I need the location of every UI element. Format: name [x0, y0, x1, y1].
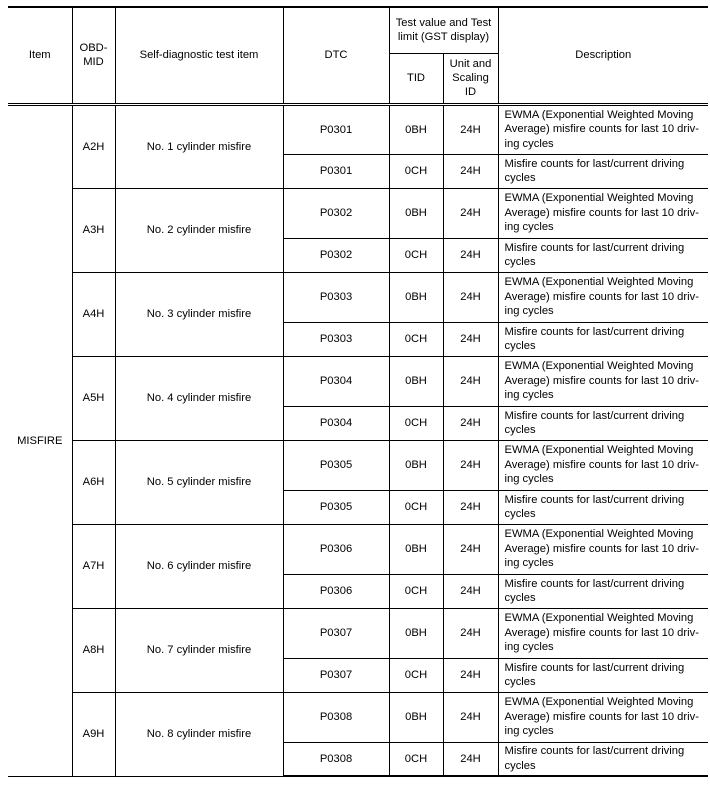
- header-test-value-group: Test value and Test limit (GST display): [389, 7, 498, 53]
- dtc-cell: P0308: [283, 692, 389, 742]
- tid-cell: 0BH: [389, 440, 443, 490]
- tid-cell: 0CH: [389, 406, 443, 440]
- obd-mid-cell: A8H: [72, 608, 115, 692]
- tid-cell: 0CH: [389, 154, 443, 188]
- tid-cell: 0BH: [389, 524, 443, 574]
- test-item-cell: No. 4 cylinder misfire: [115, 356, 283, 440]
- unit-cell: 24H: [443, 356, 498, 406]
- unit-cell: 24H: [443, 272, 498, 322]
- unit-cell: 24H: [443, 188, 498, 238]
- description-cell: Misfire counts for last/current driving cycles: [498, 574, 708, 608]
- misfire-test-table: [8, 6, 708, 777]
- description-cell: EWMA (Exponential Weighted Moving Average) misfire counts for last 10 driv-ing cycles: [498, 104, 708, 154]
- tid-cell: 0BH: [389, 272, 443, 322]
- header-description: Description: [498, 7, 708, 104]
- tid-cell: 0CH: [389, 322, 443, 356]
- tid-cell: 0BH: [389, 356, 443, 406]
- description-cell: Misfire counts for last/current driving cycles: [498, 658, 708, 692]
- obd-mid-cell: A4H: [72, 272, 115, 356]
- tid-cell: 0CH: [389, 658, 443, 692]
- dtc-cell: P0307: [283, 608, 389, 658]
- unit-cell: 24H: [443, 154, 498, 188]
- dtc-cell: P0307: [283, 658, 389, 692]
- obd-mid-cell: A7H: [72, 524, 115, 608]
- description-cell: Misfire counts for last/current driving cycles: [498, 154, 708, 188]
- tid-cell: 0CH: [389, 742, 443, 776]
- tid-cell: 0BH: [389, 692, 443, 742]
- unit-cell: 24H: [443, 524, 498, 574]
- table-row: [8, 608, 708, 658]
- obd-mid-cell: A5H: [72, 356, 115, 440]
- description-cell: EWMA (Exponential Weighted Moving Average) misfire counts for last 10 driv-ing cycles: [498, 272, 708, 322]
- dtc-cell: P0306: [283, 574, 389, 608]
- description-cell: EWMA (Exponential Weighted Moving Average) misfire counts for last 10 driv-ing cycles: [498, 440, 708, 490]
- test-item-cell: No. 2 cylinder misfire: [115, 188, 283, 272]
- table-row: [8, 440, 708, 490]
- tid-cell: 0BH: [389, 188, 443, 238]
- table-row: [8, 272, 708, 322]
- header-test-item: Self-diagnostic test item: [115, 7, 283, 104]
- table-row: [8, 104, 708, 154]
- unit-cell: 24H: [443, 608, 498, 658]
- dtc-cell: P0302: [283, 188, 389, 238]
- header-dtc: DTC: [283, 7, 389, 104]
- description-cell: Misfire counts for last/current driving cycles: [498, 238, 708, 272]
- obd-mid-cell: A9H: [72, 692, 115, 776]
- dtc-cell: P0303: [283, 272, 389, 322]
- test-item-cell: No. 1 cylinder misfire: [115, 104, 283, 188]
- unit-cell: 24H: [443, 406, 498, 440]
- obd-mid-cell: A2H: [72, 104, 115, 188]
- description-cell: Misfire counts for last/current driving cycles: [498, 742, 708, 776]
- header-unit-scaling-id: Unit and Scaling ID: [443, 53, 498, 104]
- header-tid: TID: [389, 53, 443, 104]
- table-row: [8, 356, 708, 406]
- obd-mid-cell: A3H: [72, 188, 115, 272]
- unit-cell: 24H: [443, 104, 498, 154]
- test-item-cell: No. 7 cylinder misfire: [115, 608, 283, 692]
- dtc-cell: P0305: [283, 490, 389, 524]
- unit-cell: 24H: [443, 692, 498, 742]
- description-cell: EWMA (Exponential Weighted Moving Average) misfire counts for last 10 driv-ing cycles: [498, 188, 708, 238]
- description-cell: EWMA (Exponential Weighted Moving Average) misfire counts for last 10 driv-ing cycles: [498, 524, 708, 574]
- tid-cell: 0BH: [389, 608, 443, 658]
- dtc-cell: P0306: [283, 524, 389, 574]
- description-cell: EWMA (Exponential Weighted Moving Average) misfire counts for last 10 driv-ing cycles: [498, 608, 708, 658]
- test-item-cell: No. 6 cylinder misfire: [115, 524, 283, 608]
- tid-cell: 0CH: [389, 238, 443, 272]
- table-row: [8, 188, 708, 238]
- unit-cell: 24H: [443, 574, 498, 608]
- tid-cell: 0CH: [389, 574, 443, 608]
- table-row: [8, 692, 708, 742]
- description-cell: Misfire counts for last/current driving cycles: [498, 322, 708, 356]
- unit-cell: 24H: [443, 322, 498, 356]
- unit-cell: 24H: [443, 440, 498, 490]
- test-item-cell: No. 8 cylinder misfire: [115, 692, 283, 776]
- item-cell: MISFIRE: [8, 104, 72, 776]
- table-row: [8, 524, 708, 574]
- description-cell: Misfire counts for last/current driving cycles: [498, 406, 708, 440]
- obd-mid-cell: A6H: [72, 440, 115, 524]
- header-obd-mid: OBD-MID: [72, 7, 115, 104]
- unit-cell: 24H: [443, 490, 498, 524]
- dtc-cell: P0302: [283, 238, 389, 272]
- dtc-cell: P0308: [283, 742, 389, 776]
- test-item-cell: No. 3 cylinder misfire: [115, 272, 283, 356]
- tid-cell: 0CH: [389, 490, 443, 524]
- header-item: Item: [8, 7, 72, 104]
- table-header: [8, 7, 708, 104]
- description-cell: EWMA (Exponential Weighted Moving Average) misfire counts for last 10 driv-ing cycles: [498, 356, 708, 406]
- table-body: [8, 104, 708, 776]
- dtc-cell: P0303: [283, 322, 389, 356]
- tid-cell: 0BH: [389, 104, 443, 154]
- test-item-cell: No. 5 cylinder misfire: [115, 440, 283, 524]
- description-cell: EWMA (Exponential Weighted Moving Average) misfire counts for last 10 driv-ing cycles: [498, 692, 708, 742]
- dtc-cell: P0304: [283, 406, 389, 440]
- unit-cell: 24H: [443, 658, 498, 692]
- dtc-cell: P0301: [283, 154, 389, 188]
- dtc-cell: P0301: [283, 104, 389, 154]
- dtc-cell: P0304: [283, 356, 389, 406]
- unit-cell: 24H: [443, 238, 498, 272]
- misfire-test-table-container: [8, 6, 708, 777]
- unit-cell: 24H: [443, 742, 498, 776]
- description-cell: Misfire counts for last/current driving cycles: [498, 490, 708, 524]
- dtc-cell: P0305: [283, 440, 389, 490]
